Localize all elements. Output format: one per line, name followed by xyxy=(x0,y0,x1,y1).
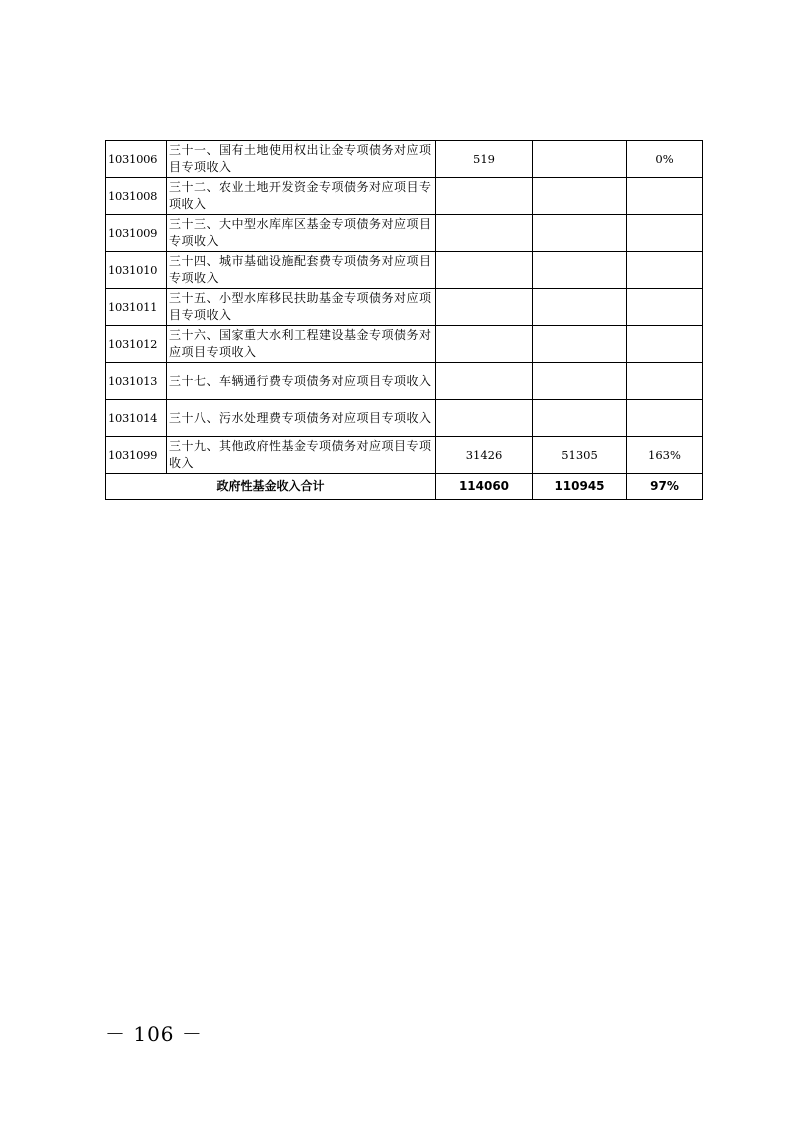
name-cell: 三十三、大中型水库库区基金专项债务对应项目专项收入 xyxy=(167,215,436,252)
value-cell-3 xyxy=(627,400,703,437)
value-cell-2 xyxy=(533,252,627,289)
value-cell-1 xyxy=(436,215,533,252)
value-cell-2 xyxy=(533,326,627,363)
table-row xyxy=(106,326,703,363)
value-cell-1 xyxy=(436,252,533,289)
page-number: － 106 － xyxy=(105,1022,203,1046)
code-cell: 1031008 xyxy=(106,178,167,215)
name-cell: 三十九、其他政府性基金专项债务对应项目专项收入 xyxy=(167,437,436,474)
code-cell: 1031009 xyxy=(106,215,167,252)
value-cell-3 xyxy=(627,178,703,215)
value-cell-2 xyxy=(533,178,627,215)
value-cell-2 xyxy=(533,400,627,437)
value-cell-1 xyxy=(436,326,533,363)
code-cell: 1031014 xyxy=(106,400,167,437)
value-cell-1 xyxy=(436,363,533,400)
name-cell: 三十一、国有土地使用权出让金专项债务对应项目专项收入 xyxy=(167,141,436,178)
code-cell: 1031013 xyxy=(106,363,167,400)
value-cell-1 xyxy=(436,178,533,215)
value-cell-2 xyxy=(533,141,627,178)
name-cell: 三十六、国家重大水利工程建设基金专项债务对应项目专项收入 xyxy=(167,326,436,363)
code-cell: 1031099 xyxy=(106,437,167,474)
code-cell: 1031012 xyxy=(106,326,167,363)
total-row xyxy=(106,474,703,500)
table-row xyxy=(106,141,703,178)
name-cell: 三十八、污水处理费专项债务对应项目专项收入 xyxy=(167,400,436,437)
code-cell: 1031006 xyxy=(106,141,167,178)
value-cell-3 xyxy=(627,289,703,326)
total-value-3: 97% xyxy=(627,474,703,500)
value-cell-3 xyxy=(627,215,703,252)
value-cell-2 xyxy=(533,289,627,326)
value-cell-2 xyxy=(533,215,627,252)
table-row xyxy=(106,215,703,252)
value-cell-3 xyxy=(627,363,703,400)
table-row xyxy=(106,289,703,326)
code-cell: 1031010 xyxy=(106,252,167,289)
code-cell: 1031011 xyxy=(106,289,167,326)
total-label: 政府性基金收入合计 xyxy=(106,474,436,500)
total-value-1: 114060 xyxy=(436,474,533,500)
value-cell-1 xyxy=(436,289,533,326)
name-cell: 三十二、农业土地开发资金专项债务对应项目专项收入 xyxy=(167,178,436,215)
value-cell-1: 519 xyxy=(436,141,533,178)
table-body xyxy=(106,141,703,500)
name-cell: 三十五、小型水库移民扶助基金专项债务对应项目专项收入 xyxy=(167,289,436,326)
table-row xyxy=(106,400,703,437)
table-row xyxy=(106,363,703,400)
table-row xyxy=(106,252,703,289)
revenue-table xyxy=(105,140,703,500)
table-row xyxy=(106,178,703,215)
value-cell-3: 163% xyxy=(627,437,703,474)
value-cell-3: 0% xyxy=(627,141,703,178)
name-cell: 三十四、城市基础设施配套费专项债务对应项目专项收入 xyxy=(167,252,436,289)
value-cell-3 xyxy=(627,252,703,289)
value-cell-2: 51305 xyxy=(533,437,627,474)
table-row xyxy=(106,437,703,474)
total-value-2: 110945 xyxy=(533,474,627,500)
value-cell-1: 31426 xyxy=(436,437,533,474)
value-cell-3 xyxy=(627,326,703,363)
value-cell-1 xyxy=(436,400,533,437)
value-cell-2 xyxy=(533,363,627,400)
name-cell: 三十七、车辆通行费专项债务对应项目专项收入 xyxy=(167,363,436,400)
